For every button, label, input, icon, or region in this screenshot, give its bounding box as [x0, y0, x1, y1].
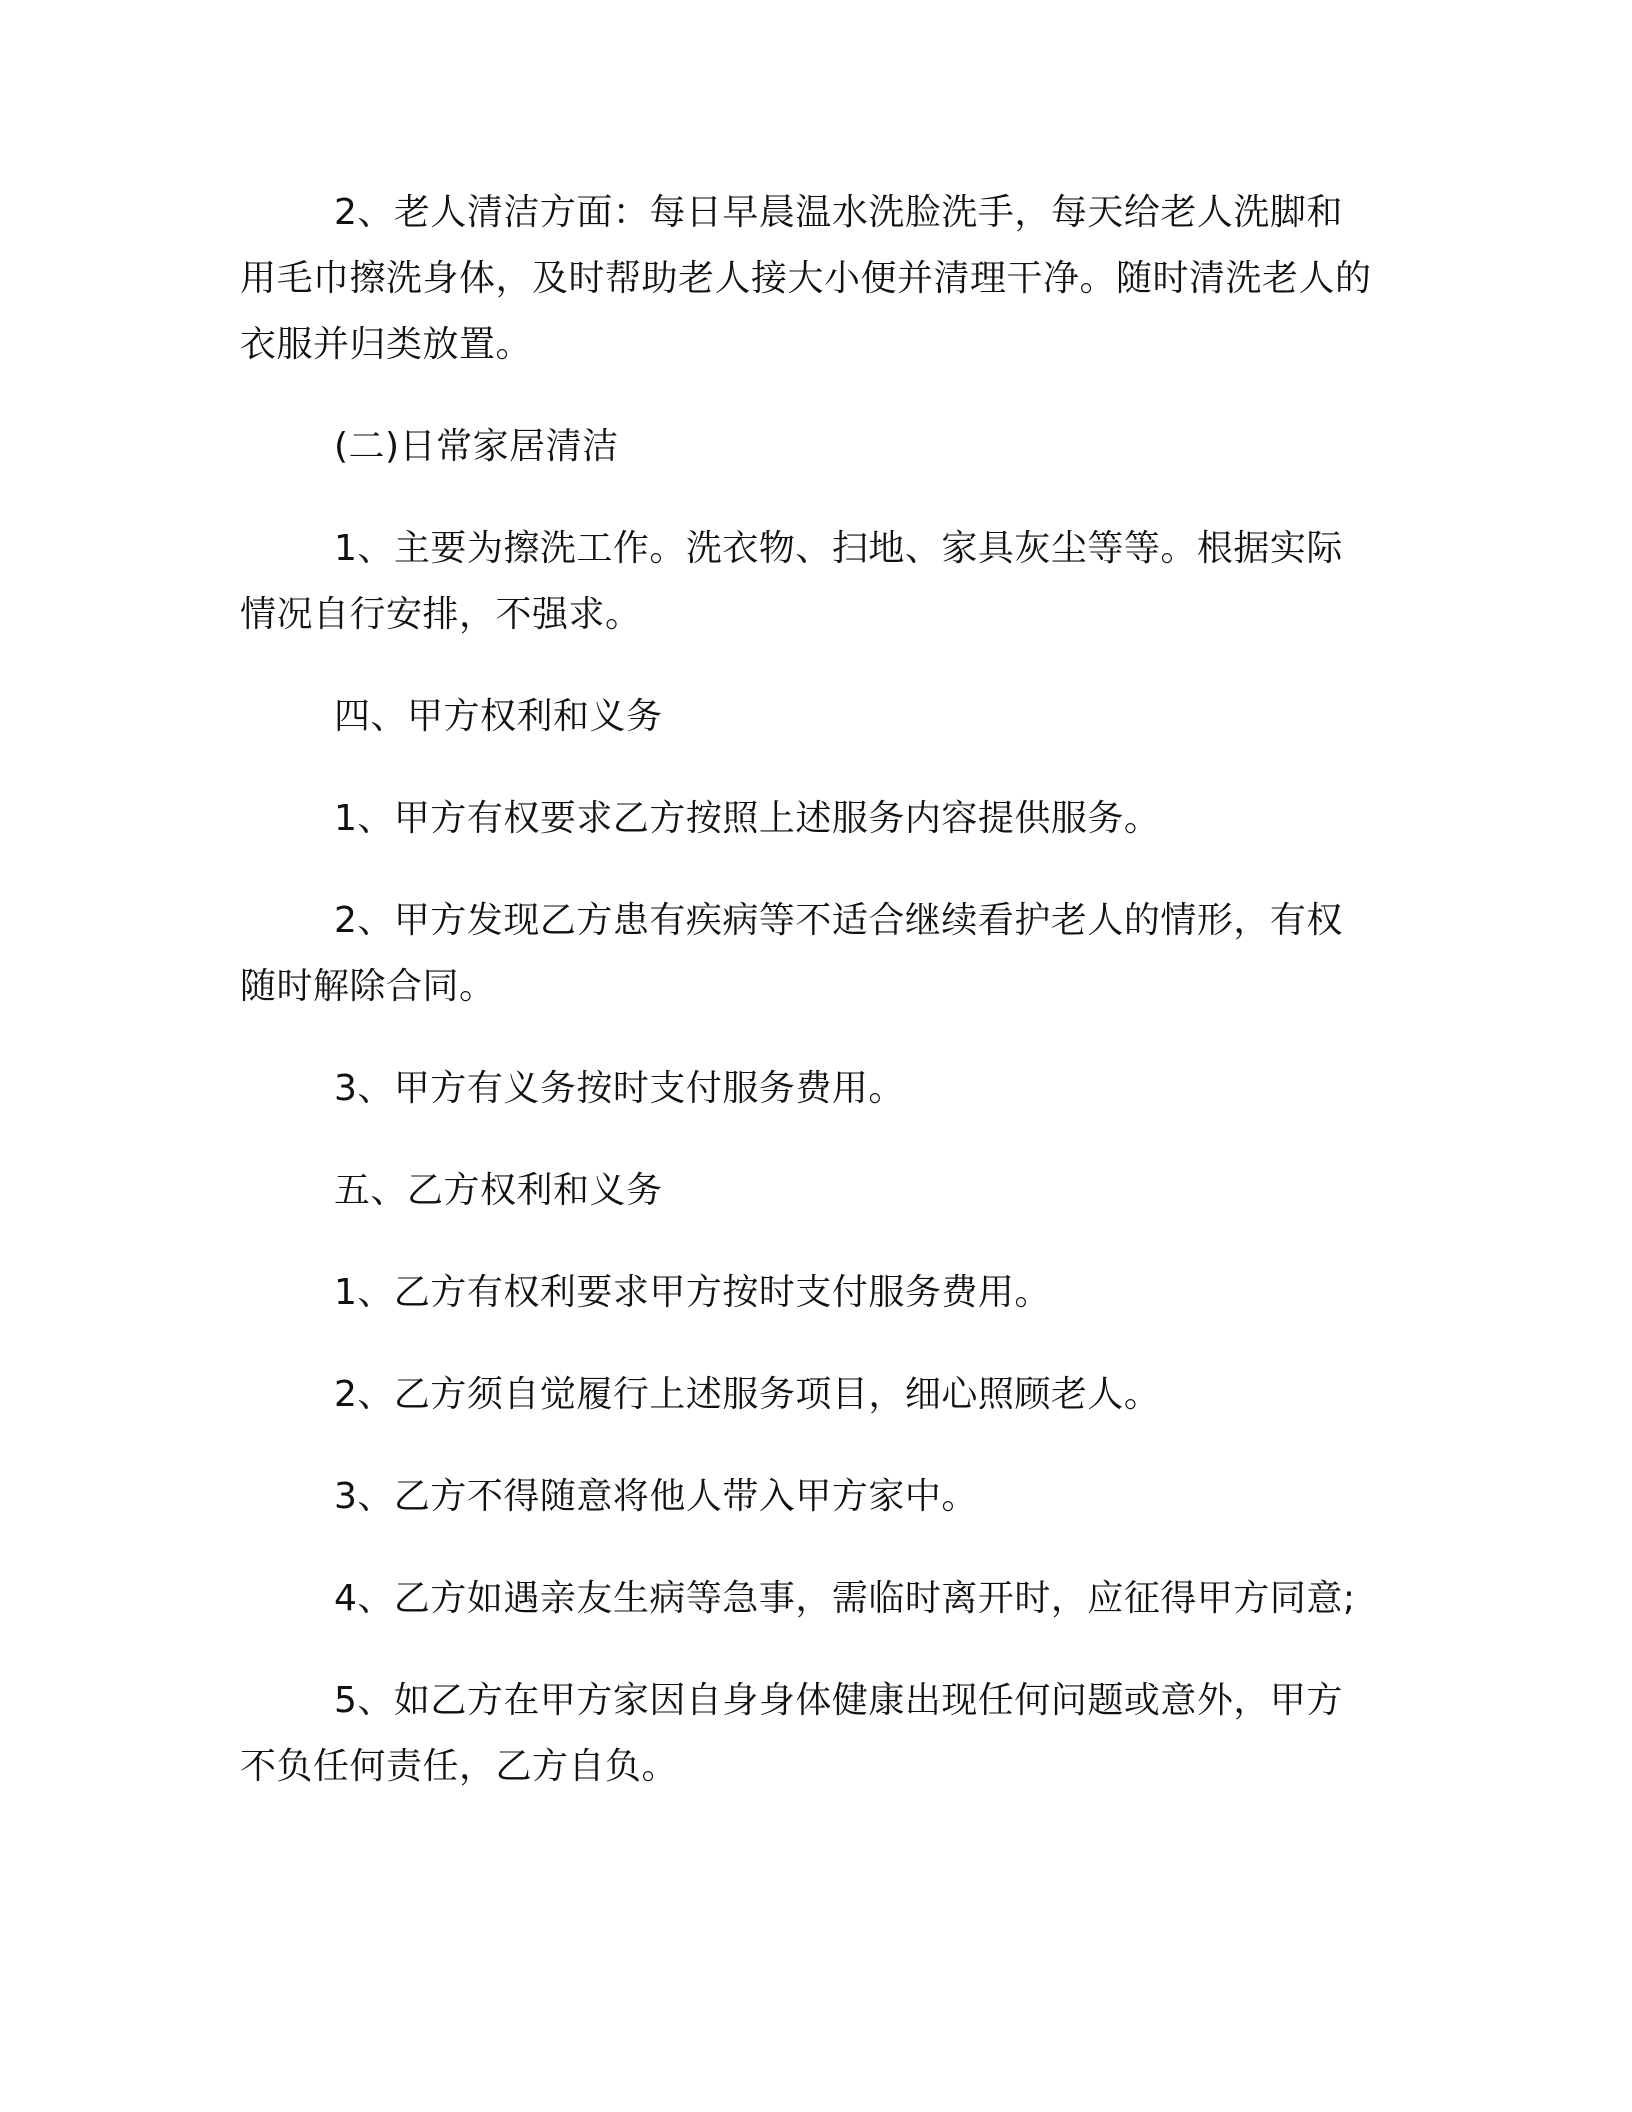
- paragraph-party-b-3: 3、乙方不得随意将他人带入甲方家中。: [334, 1476, 978, 1517]
- paragraph-party-a-3: 3、甲方有义务按时支付服务费用。: [334, 1068, 905, 1109]
- paragraph-party-b-4: 4、乙方如遇亲友生病等急事，需临时离开时，应征得甲方同意;: [334, 1578, 1356, 1619]
- document-body: [240, 180, 1375, 1800]
- paragraph-party-a-2: 2、甲方发现乙方患有疾病等不适合继续看护老人的情形，有权随时解除合同。: [240, 900, 1343, 1007]
- paragraph-party-b-5: 5、如乙方在甲方家因自身身体健康出现任何问题或意外，甲方不负任何责任，乙方自负。: [240, 1680, 1343, 1787]
- paragraph-party-b-2: 2、乙方须自觉履行上述服务项目，细心照顾老人。: [334, 1374, 1161, 1415]
- section-heading-party-b: 五、乙方权利和义务: [334, 1170, 663, 1211]
- section-heading-party-a: 四、甲方权利和义务: [334, 696, 663, 737]
- paragraph-party-a-1: 1、甲方有权要求乙方按照上述服务内容提供服务。: [334, 798, 1161, 839]
- paragraph-party-b-1: 1、乙方有权利要求甲方按时支付服务费用。: [334, 1272, 1051, 1313]
- paragraph-wiping-work: 1、主要为擦洗工作。洗衣物、扫地、家具灰尘等等。根据实际情况自行安排，不强求。: [240, 528, 1343, 635]
- section-heading-home-cleaning: (二)日常家居清洁: [334, 426, 619, 467]
- paragraph-elder-cleaning: 2、老人清洁方面：每日早晨温水洗脸洗手，每天给老人洗脚和用毛巾擦洗身体，及时帮助老人接大小便并清理干净。随时清洗老人的衣服并归类放置。: [240, 192, 1372, 365]
